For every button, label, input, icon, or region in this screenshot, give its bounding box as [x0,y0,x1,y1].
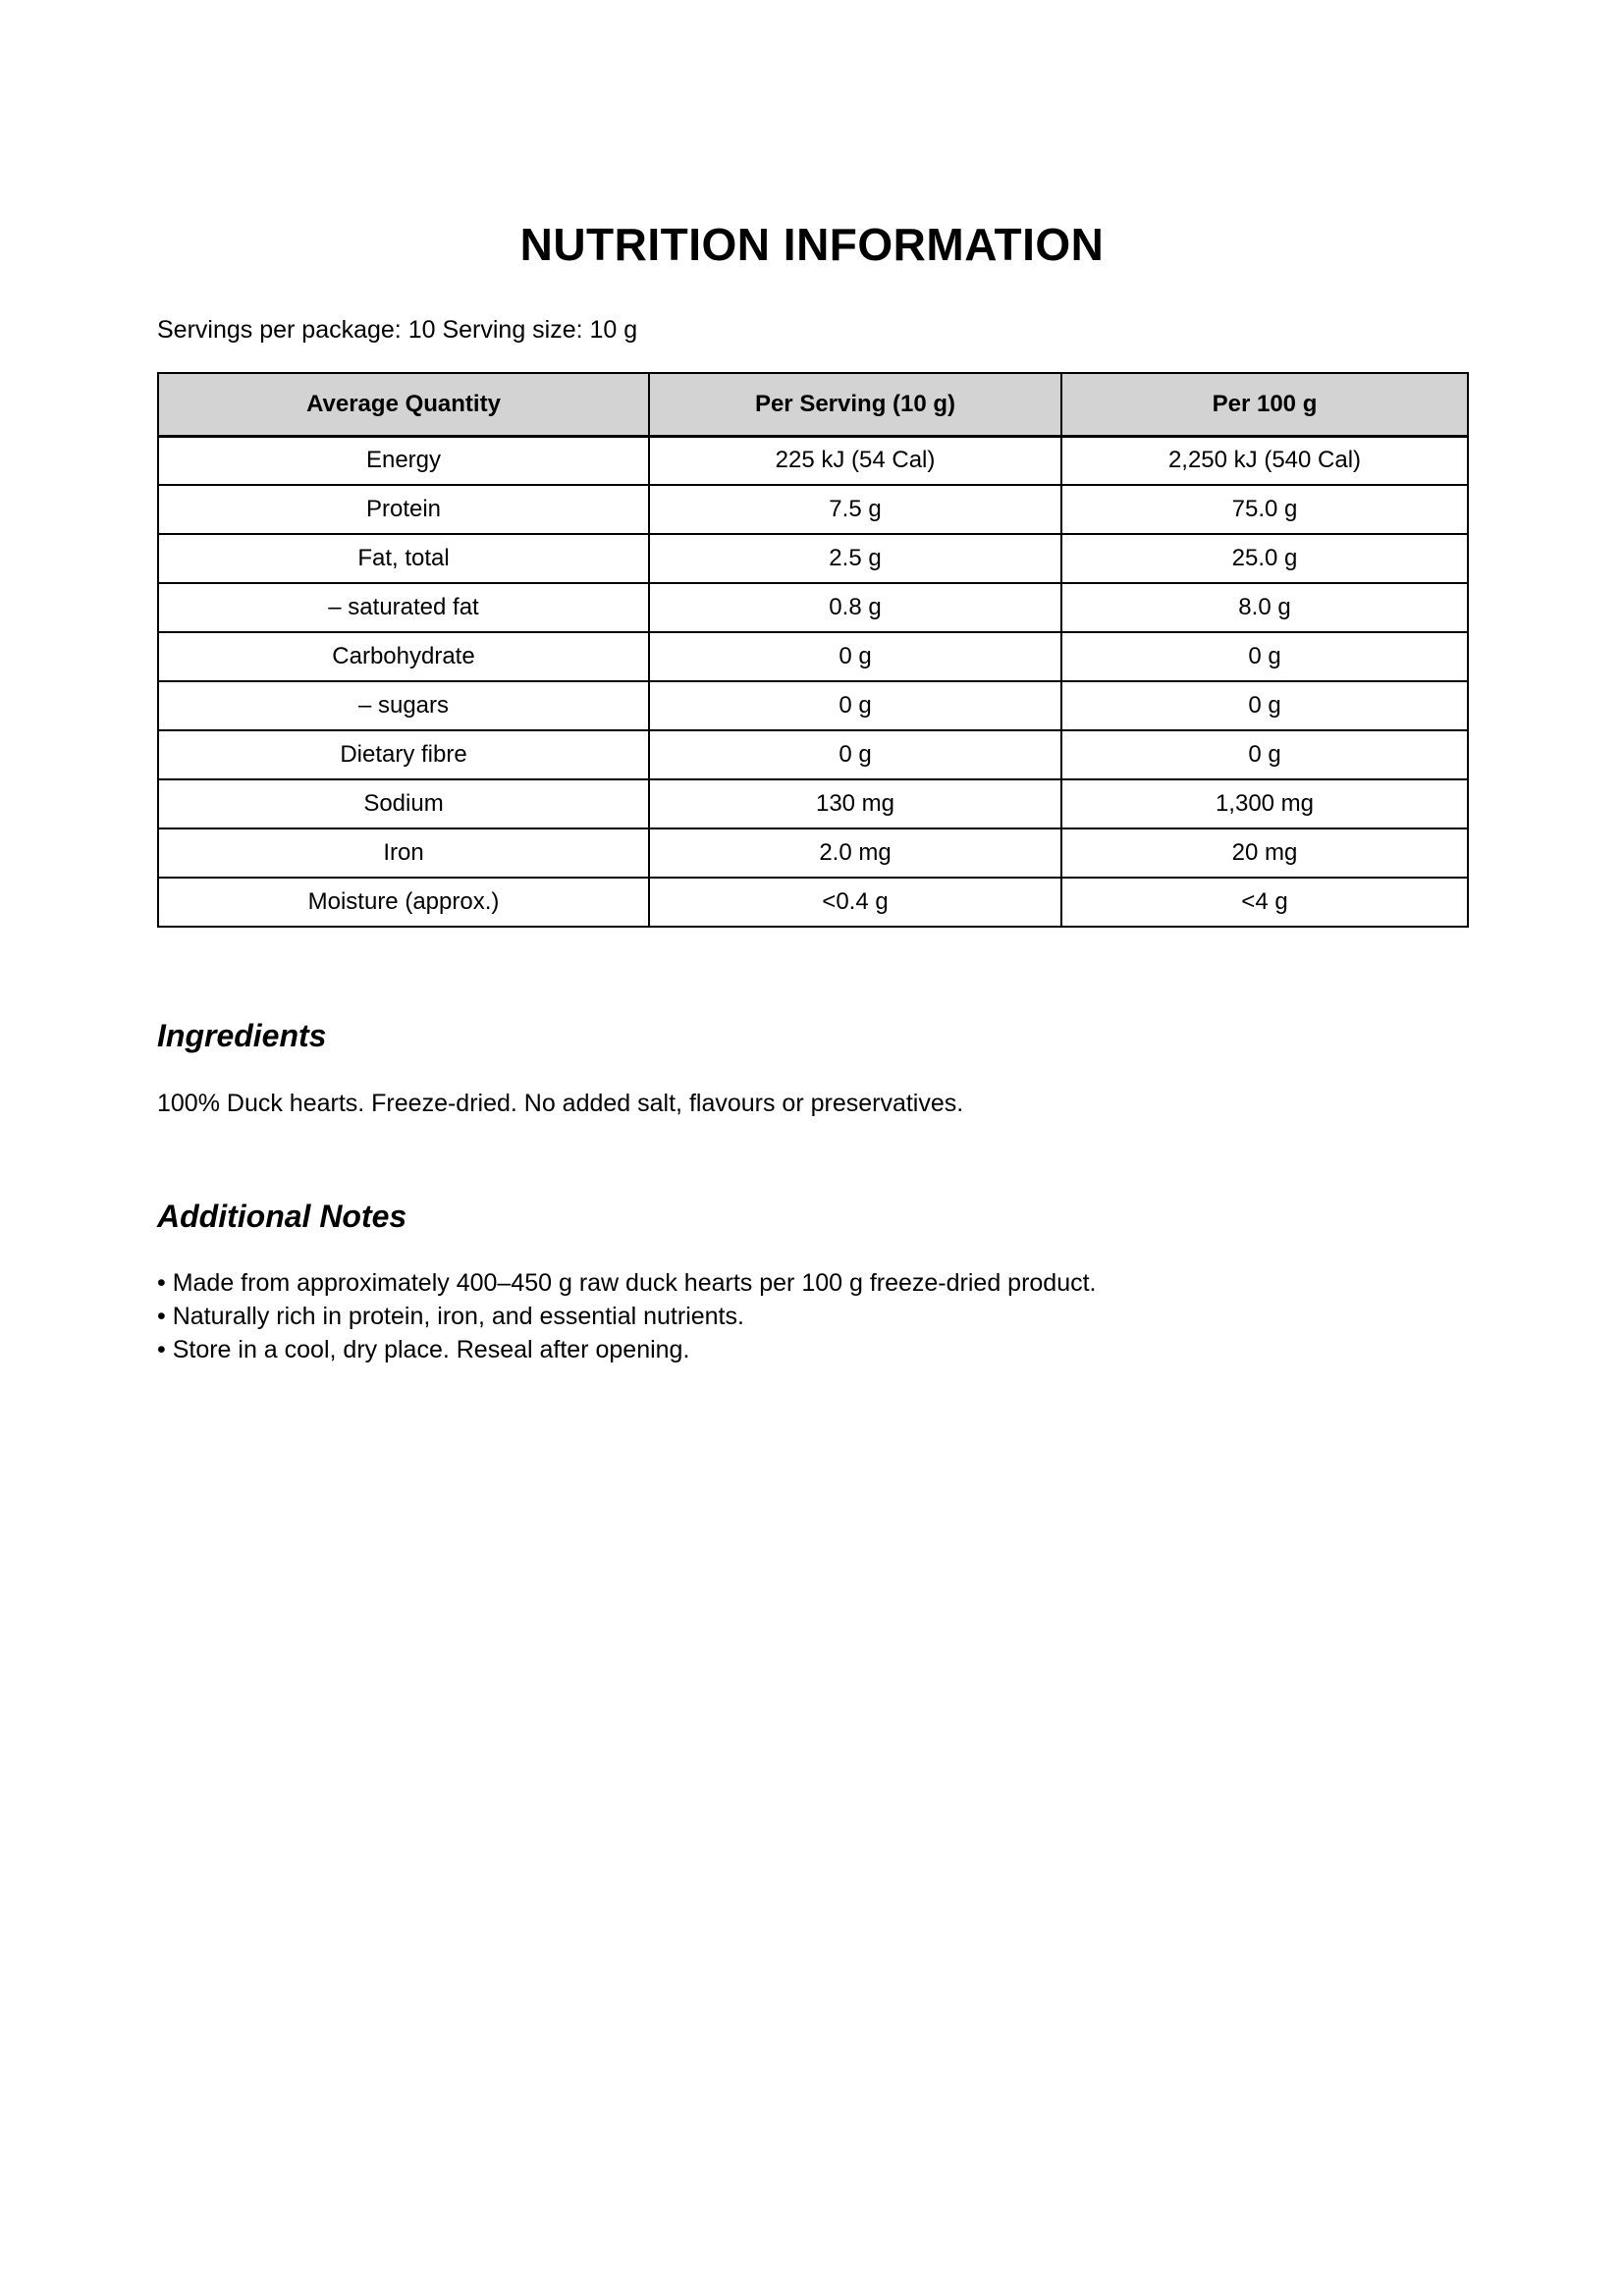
per-100g-value: 8.0 g [1061,583,1468,632]
per-100g-value: 25.0 g [1061,534,1468,583]
table-row [158,436,1468,485]
table-row [158,485,1468,534]
table-row [158,632,1468,681]
per-serving-value: 130 mg [649,779,1061,828]
nutrient-label: Dietary fibre [158,730,649,779]
note-text: Naturally rich in protein, iron, and essential nutrients. [172,1303,744,1330]
bullet-icon [157,1336,173,1363]
per-serving-value: 0 g [649,681,1061,730]
per-serving-value: 2.0 mg [649,828,1061,878]
per-100g-value: 0 g [1061,632,1468,681]
table-row [158,779,1468,828]
table-row [158,681,1468,730]
nutrient-label: – saturated fat [158,583,649,632]
header-per-100g: Per 100 g [1061,373,1468,436]
table-header-row [158,373,1468,436]
nutrient-label: Sodium [158,779,649,828]
per-serving-value: 0 g [649,632,1061,681]
nutrient-label: – sugars [158,681,649,730]
list-item [157,1266,1467,1300]
additional-notes-heading: Additional Notes [157,1199,407,1234]
nutrient-label: Moisture (approx.) [158,878,649,927]
nutrient-label: Carbohydrate [158,632,649,681]
servings-line: Servings per package: 10 Serving size: 10 g [157,316,638,344]
additional-notes-list [157,1266,1467,1366]
page-title: NUTRITION INFORMATION [519,219,1105,270]
per-100g-value: 1,300 mg [1061,779,1468,828]
list-item [157,1333,1467,1366]
table-row [158,583,1468,632]
per-serving-value: 7.5 g [649,485,1061,534]
per-100g-value: <4 g [1061,878,1468,927]
table-row [158,828,1468,878]
per-100g-value: 2,250 kJ (540 Cal) [1061,436,1468,485]
per-serving-value: 2.5 g [649,534,1061,583]
table-row [158,878,1468,927]
ingredients-heading: Ingredients [157,1018,327,1053]
bullet-icon [157,1303,173,1330]
note-text: Store in a cool, dry place. Reseal after opening. [172,1336,690,1363]
header-per-serving: Per Serving (10 g) [649,373,1061,436]
per-100g-value: 75.0 g [1061,485,1468,534]
per-serving-value: <0.4 g [649,878,1061,927]
nutrient-label: Protein [158,485,649,534]
per-100g-value: 20 mg [1061,828,1468,878]
per-serving-value: 225 kJ (54 Cal) [649,436,1061,485]
nutrition-table [157,372,1469,928]
table-row [158,730,1468,779]
per-100g-value: 0 g [1061,730,1468,779]
bullet-icon [157,1269,173,1297]
per-100g-value: 0 g [1061,681,1468,730]
ingredients-text: 100% Duck hearts. Freeze-dried. No added salt, flavours or preservatives. [157,1090,964,1117]
list-item [157,1300,1467,1333]
per-serving-value: 0.8 g [649,583,1061,632]
nutrient-label: Fat, total [158,534,649,583]
header-average-quantity: Average Quantity [158,373,649,436]
nutrient-label: Iron [158,828,649,878]
note-text: Made from approximately 400–450 g raw duck hearts per 100 g freeze-dried product. [172,1269,1097,1297]
per-serving-value: 0 g [649,730,1061,779]
table-row [158,534,1468,583]
nutrient-label: Energy [158,436,649,485]
